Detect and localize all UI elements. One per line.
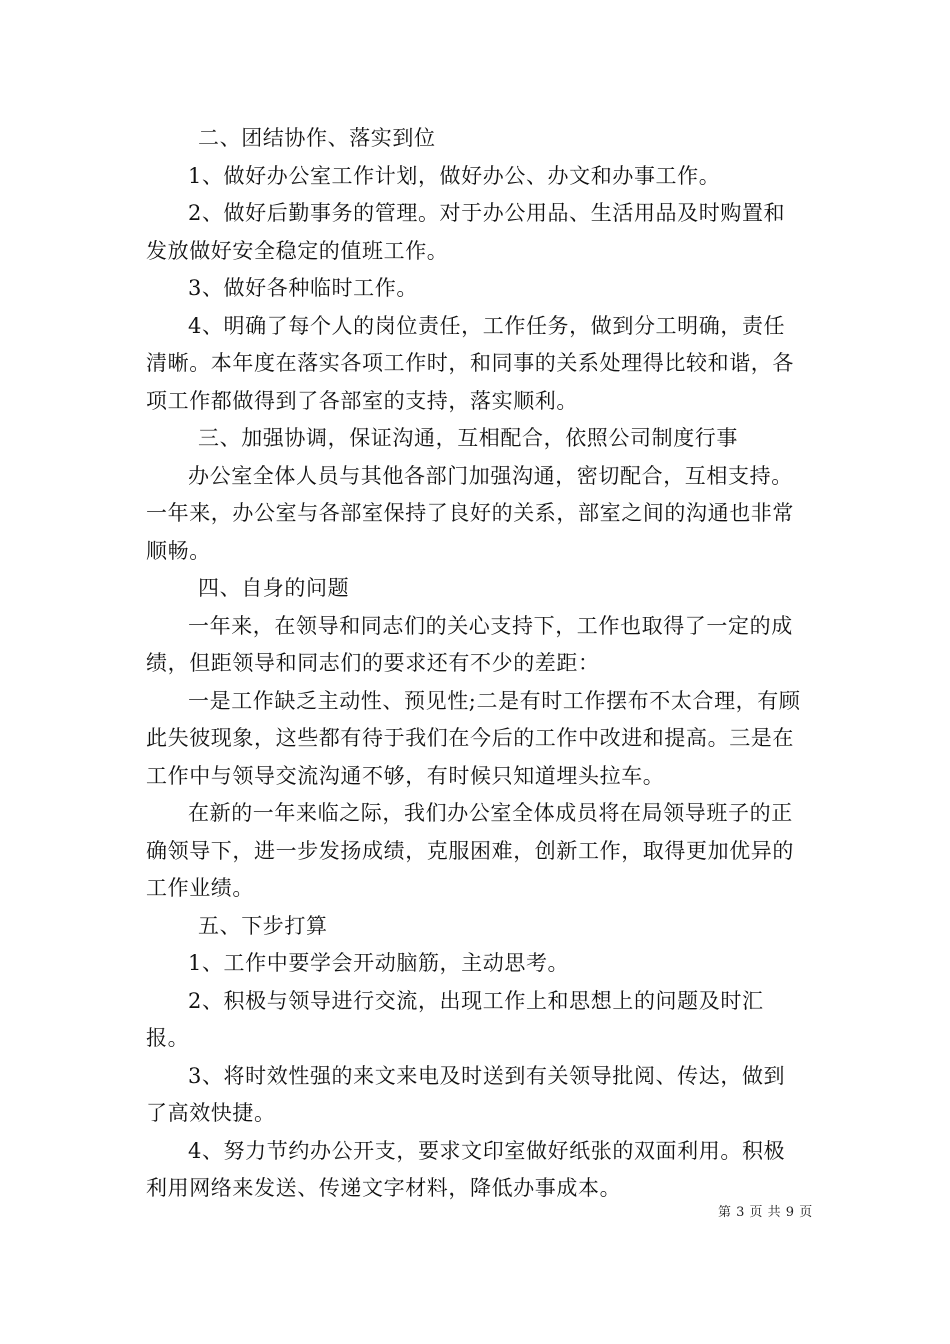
paragraph: 4、努力节约办公开支，要求文印室做好纸张的双面利用。积极利用网络来发送、传递文字材料，降低办事成本。: [146, 1138, 786, 1200]
paragraph: 1、工作中要学会开动脑筋，主动思考。: [188, 951, 570, 975]
paragraph: 办公室全体人员与其他各部门加强沟通，密切配合，互相支持。一年来，办公室与各部室保持了良好的关系，部室之间的沟通也非常顺畅。: [146, 463, 794, 563]
paragraph: 3、做好各种临时工作。: [188, 276, 418, 300]
page-number: 第 3 页 共 9 页: [718, 1205, 813, 1220]
section-heading-5: 五、下步打算: [198, 913, 328, 938]
paragraph: 2、积极与领导进行交流，出现工作上和思想上的问题及时汇报。: [146, 988, 764, 1050]
paragraph: 1、做好办公室工作计划，做好办公、办文和办事工作。: [188, 163, 721, 188]
paragraph: 一是工作缺乏主动性、预见性;二是有时工作摆布不太合理，有顾此失彼现象，这些都有待于我们在今后的工作中改进和提高。三是在工作中与领导交流沟通不够，有时候只知道埋头拉车。: [146, 688, 801, 788]
document-body: [146, 120, 806, 1208]
section-heading-2: 二、团结协作、落实到位: [198, 126, 436, 150]
paragraph: 一年来，在领导和同志们的关心支持下，工作也取得了一定的成绩，但距领导和同志们的要求还有不少的差距：: [146, 613, 793, 675]
paragraph: 2、做好后勤事务的管理。对于办公用品、生活用品及时购置和发放做好安全稳定的值班工作。: [146, 201, 786, 263]
paragraph: 4、明确了每个人的岗位责任，工作任务，做到分工明确，责任清晰。本年度在落实各项工作时，和同事的关系处理得比较和谐，各项工作都做得到了各部室的支持，落实顺利。: [146, 313, 794, 413]
paragraph: 在新的一年来临之际，我们办公室全体成员将在局领导班子的正确领导下，进一步发扬成绩，克服困难，创新工作，取得更加优异的工作业绩。: [146, 801, 794, 900]
section-heading-3: 三、加强协调，保证沟通，互相配合，依照公司制度行事: [198, 426, 738, 450]
section-heading-4: 四、自身的问题: [198, 576, 350, 600]
paragraph: 3、将时效性强的来文来电及时送到有关领导批阅、传达，做到了高效快捷。: [146, 1063, 786, 1125]
